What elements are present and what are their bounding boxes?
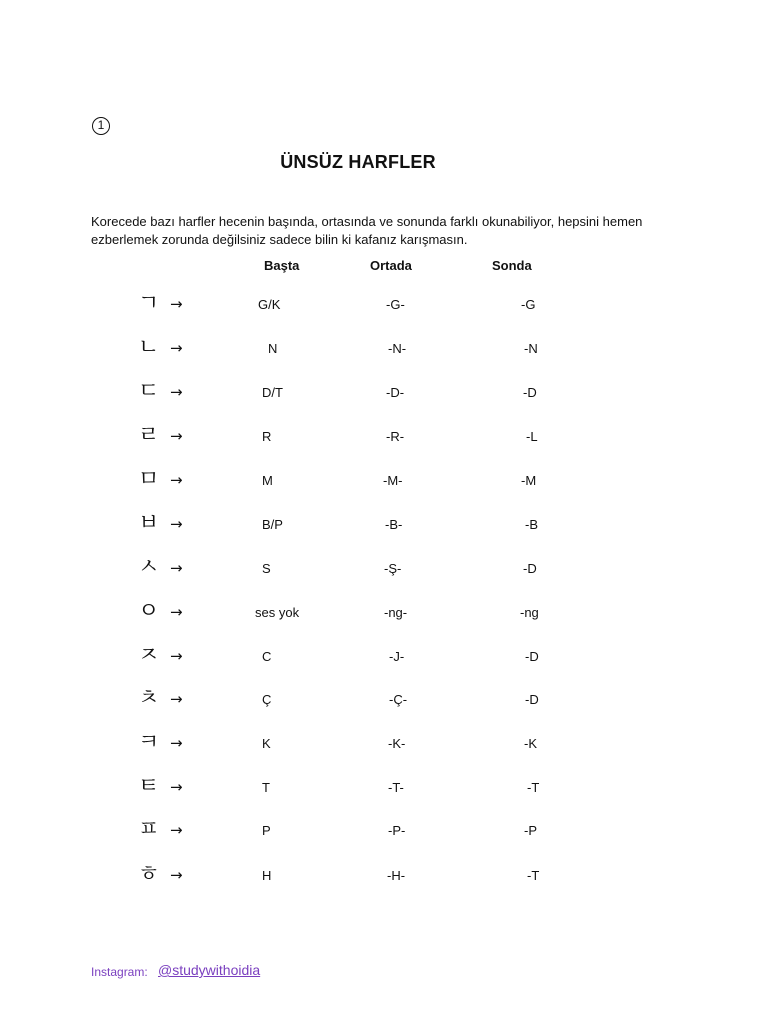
intro-line-2: ezberlemek zorunda değilsiniz sadece bilin ki kafanız karışmasın. <box>91 232 468 247</box>
arrow-right-icon: → <box>170 559 183 577</box>
end-sound: -N <box>524 341 538 356</box>
arrow-right-icon: → <box>170 427 183 445</box>
end-sound: -M <box>521 473 537 488</box>
arrow-right-icon: → <box>170 734 183 752</box>
hangul-letter: ㅊ <box>138 686 160 711</box>
arrow-right-icon: → <box>170 647 183 665</box>
start-sound: P <box>262 823 271 838</box>
middle-sound: -B- <box>385 517 403 532</box>
table-row <box>0 643 768 673</box>
column-header-end: Sonda <box>492 258 532 273</box>
middle-sound: -M- <box>383 473 403 488</box>
start-sound: R <box>262 429 272 444</box>
column-header-start: Başta <box>264 258 300 273</box>
start-sound: T <box>262 780 270 795</box>
end-sound: -L <box>526 429 538 444</box>
start-sound: B/P <box>262 517 283 532</box>
table-row <box>0 555 768 585</box>
middle-sound: -R- <box>386 429 405 444</box>
start-sound: C <box>262 649 272 664</box>
table-row <box>0 291 768 321</box>
arrow-right-icon: → <box>170 778 183 796</box>
arrow-right-icon: → <box>170 690 183 708</box>
table-row <box>0 686 768 716</box>
arrow-right-icon: → <box>170 339 183 357</box>
arrow-right-icon: → <box>170 295 183 313</box>
arrow-right-icon: → <box>170 821 183 839</box>
intro-line-1: Korecede bazı harfler hecenin başında, ortasında ve sonunda farklı okunabiliyor, hepsini hemen <box>91 214 643 229</box>
start-sound: ses yok <box>255 605 300 620</box>
start-sound: K <box>262 736 271 751</box>
start-sound: H <box>262 868 272 883</box>
table-row <box>0 599 768 629</box>
hangul-letter: ㄴ <box>138 335 160 360</box>
middle-sound: -K- <box>388 736 406 751</box>
end-sound: -T <box>527 868 540 883</box>
hangul-letter: ㅅ <box>138 555 160 580</box>
start-sound: M <box>262 473 273 488</box>
end-sound: -K <box>524 736 537 751</box>
middle-sound: -G- <box>386 297 405 312</box>
arrow-right-icon: → <box>170 471 183 489</box>
middle-sound: -J- <box>389 649 405 664</box>
hangul-letter: ㅋ <box>138 730 160 755</box>
middle-sound: -D- <box>386 385 405 400</box>
end-sound: -ng <box>520 605 539 620</box>
table-row <box>0 379 768 409</box>
table-row <box>0 774 768 804</box>
hangul-letter: ㅈ <box>138 643 160 668</box>
page-title: ÜNSÜZ HARFLER <box>280 152 436 172</box>
hangul-letter: ㄹ <box>138 423 160 448</box>
table-row <box>0 335 768 365</box>
middle-sound: -Ç- <box>389 692 408 707</box>
hangul-letter: ㅎ <box>138 862 160 887</box>
hangul-letter: ㅁ <box>138 467 160 492</box>
middle-sound: -T- <box>388 780 404 795</box>
start-sound: S <box>262 561 271 576</box>
end-sound: -B <box>525 517 538 532</box>
hangul-letter: ㅍ <box>138 817 160 842</box>
table-row <box>0 862 768 892</box>
end-sound: -G <box>521 297 536 312</box>
table-row <box>0 817 768 847</box>
middle-sound: -ng- <box>384 605 408 620</box>
hangul-letter: ㅂ <box>138 511 160 536</box>
end-sound: -D <box>523 385 537 400</box>
instagram-handle-link[interactable]: @studywithoidia <box>158 962 261 978</box>
table-row <box>0 730 768 760</box>
page-number-marker: 1 <box>92 117 110 135</box>
arrow-right-icon: → <box>170 383 183 401</box>
end-sound: -D <box>523 561 537 576</box>
table-row <box>0 511 768 541</box>
end-sound: -D <box>525 692 539 707</box>
hangul-letter: ㄱ <box>138 291 160 316</box>
end-sound: -P <box>524 823 537 838</box>
hangul-letter: ㄷ <box>138 379 160 404</box>
start-sound: D/T <box>262 385 283 400</box>
arrow-right-icon: → <box>170 866 183 884</box>
middle-sound: -Ş- <box>384 561 402 576</box>
end-sound: -T <box>527 780 540 795</box>
table-row <box>0 467 768 497</box>
hangul-letter: ㅇ <box>138 599 160 624</box>
arrow-right-icon: → <box>170 603 183 621</box>
start-sound: Ç <box>262 692 272 707</box>
middle-sound: -P- <box>388 823 406 838</box>
middle-sound: -N- <box>388 341 407 356</box>
instagram-label: Instagram: <box>91 965 148 979</box>
middle-sound: -H- <box>387 868 406 883</box>
end-sound: -D <box>525 649 539 664</box>
table-row <box>0 423 768 453</box>
start-sound: N <box>268 341 278 356</box>
intro-paragraph <box>91 213 671 249</box>
hangul-letter: ㅌ <box>138 774 160 799</box>
arrow-right-icon: → <box>170 515 183 533</box>
start-sound: G/K <box>258 297 281 312</box>
column-header-middle: Ortada <box>370 258 412 273</box>
